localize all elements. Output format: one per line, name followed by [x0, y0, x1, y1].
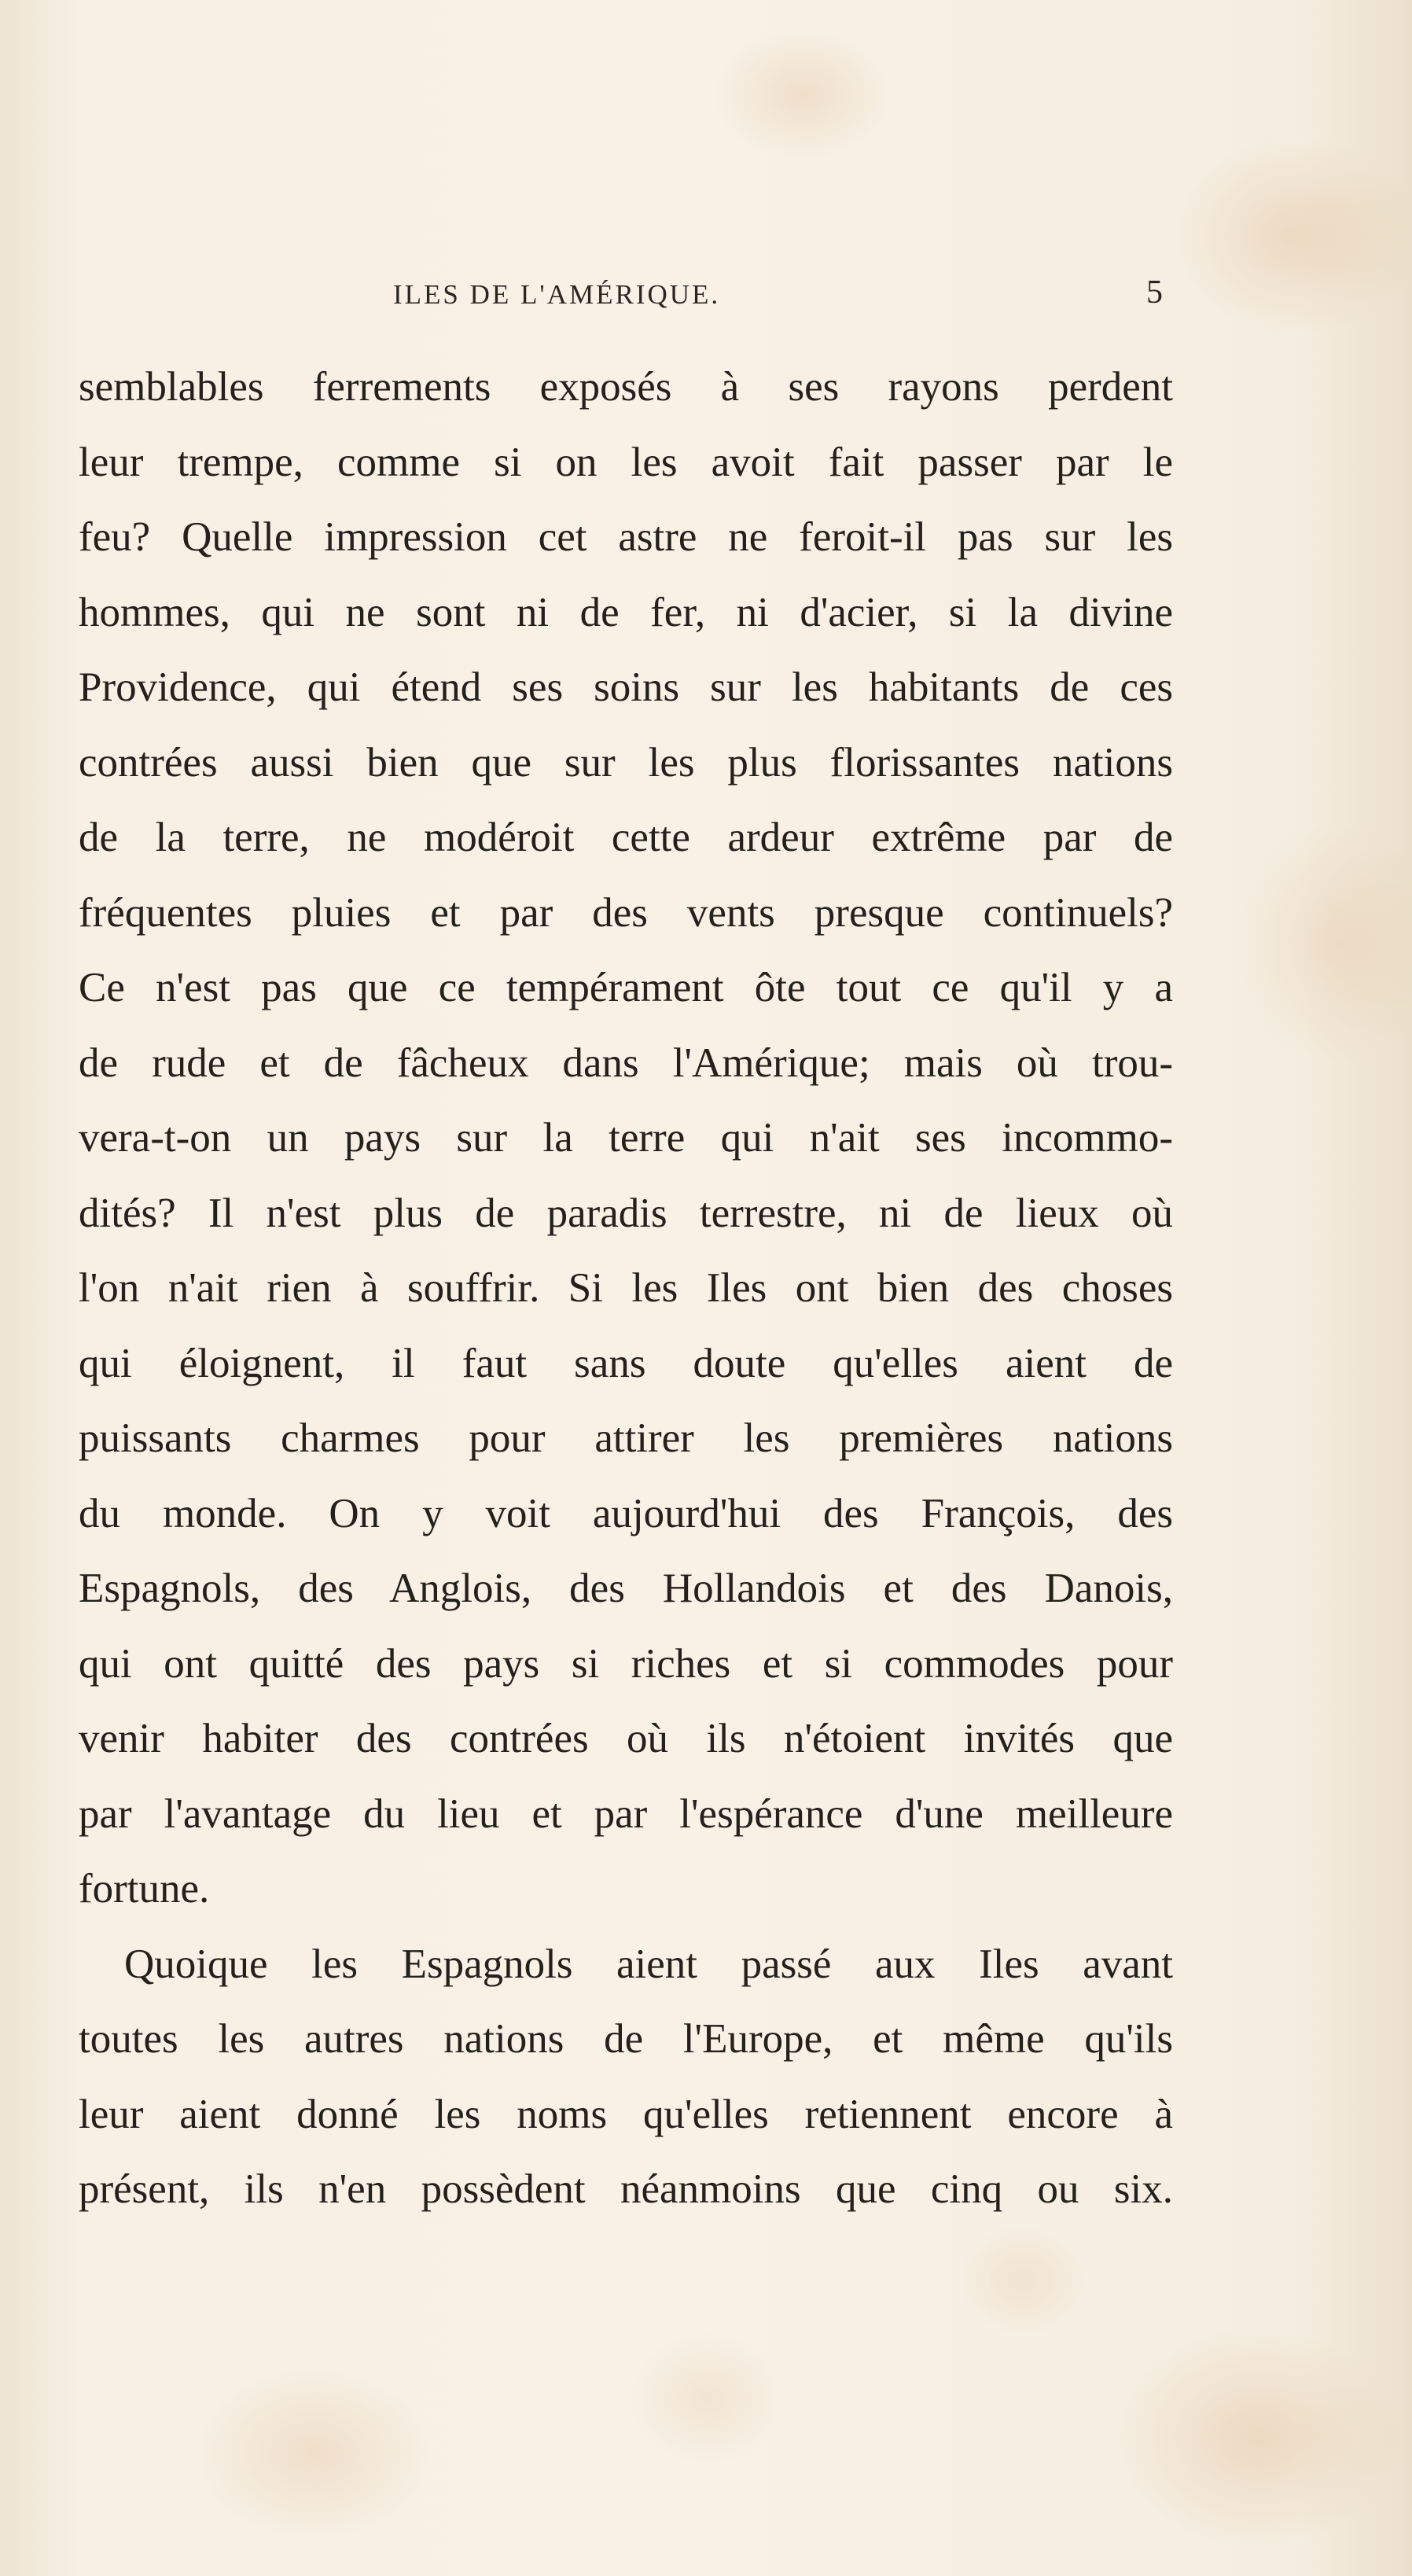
text-line: venir habiter des contrées où ils n'étoient invités que	[79, 1716, 1173, 1761]
text-line: l'on n'ait rien à souffrir. Si les Iles ont bien des choses	[79, 1265, 1173, 1311]
text-line: dités? Il n'est plus de paradis terrestre, ni de lieux où	[79, 1190, 1173, 1236]
text-line: qui éloignent, il faut sans doute qu'elles aient de	[79, 1340, 1173, 1386]
running-head: ILES DE L'AMÉRIQUE.	[393, 279, 721, 310]
text-line: fréquentes pluies et par des vents presque continuels?	[79, 889, 1173, 936]
text-line: contrées aussi bien que sur les plus florissantes nations	[79, 739, 1173, 786]
text-line: présent, ils n'en possèdent néanmoins que cinq ou six.	[79, 2166, 1173, 2212]
paragraph-1	[79, 350, 1173, 1927]
text-line: feu? Quelle impression cet astre ne feroit-il pas sur les	[79, 514, 1173, 560]
text-line: Providence, qui étend ses soins sur les habitants de ces	[79, 664, 1173, 710]
text-line: hommes, qui ne sont ni de fer, ni d'acier, si la divine	[79, 589, 1173, 635]
paragraph-2	[79, 1927, 1173, 2228]
text-line: toutes les autres nations de l'Europe, et même qu'ils	[79, 2016, 1173, 2062]
body-text	[79, 350, 1173, 2228]
page-number: 5	[1146, 274, 1163, 311]
text-line: de la terre, ne modéroit cette ardeur extrême par de	[79, 815, 1173, 860]
text-line: Quoique les Espagnols aient passé aux Iles avant	[124, 1941, 1173, 1987]
text-line: fortune.	[79, 1866, 210, 1912]
text-line: puissants charmes pour attirer les premières nations	[79, 1415, 1173, 1461]
text-line: de rude et de fâcheux dans l'Amérique; mais où trou-	[79, 1040, 1173, 1086]
text-line: leur trempe, comme si on les avoit fait passer par le	[79, 439, 1173, 485]
text-line: semblables ferrements exposés à ses rayons perdent	[79, 364, 1173, 410]
text-line: qui ont quitté des pays si riches et si commodes pour	[79, 1640, 1173, 1687]
text-line: leur aient donné les noms qu'elles retiennent encore à	[79, 2091, 1173, 2137]
text-line: du monde. On y voit aujourd'hui des François, des	[79, 1490, 1173, 1536]
text-line: Espagnols, des Anglois, des Hollandois et des Danois,	[79, 1566, 1173, 1611]
text-line: vera-t-on un pays sur la terre qui n'ait ses incommo-	[79, 1115, 1173, 1161]
text-line: par l'avantage du lieu et par l'espérance d'une meilleure	[79, 1790, 1173, 1837]
text-line: Ce n'est pas que ce tempérament ôte tout ce qu'il y a	[79, 965, 1173, 1010]
